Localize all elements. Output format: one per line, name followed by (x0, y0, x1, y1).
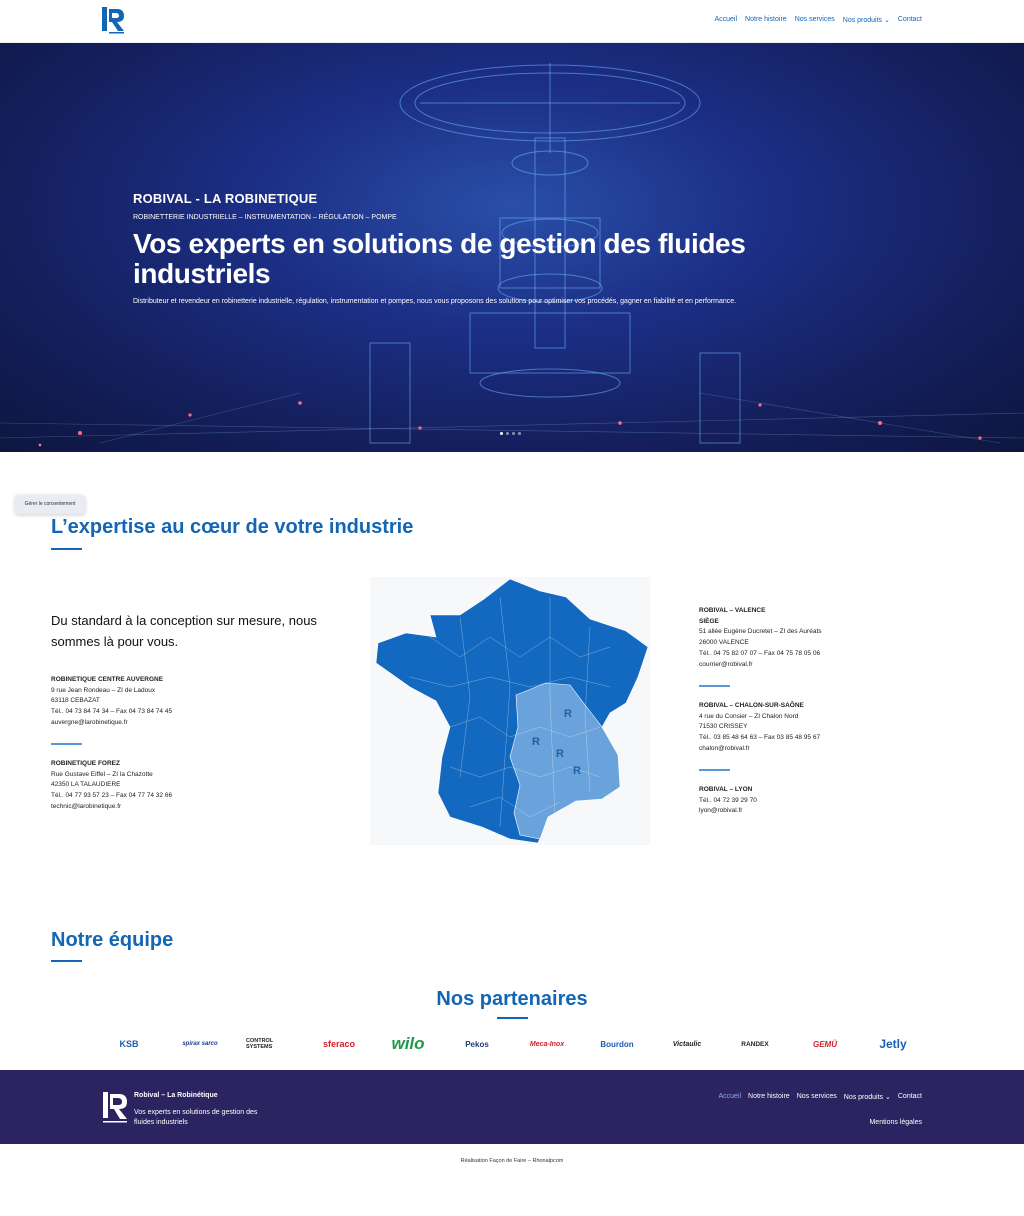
hero-slider (0, 43, 1024, 452)
agency-separator (699, 769, 730, 771)
hero-title-rest: en solutions de gestion des fluides industriels (133, 228, 746, 289)
site-footer (0, 1070, 1024, 1144)
partners-title-bold: Nos (436, 988, 475, 1010)
team-title-rest: équipe (103, 929, 174, 951)
slider-dot[interactable] (518, 432, 521, 435)
partner-logo-jetly[interactable]: Jetly (879, 1037, 907, 1051)
expertise-title (51, 516, 413, 539)
agency-name: ROBINETIQUE FOREZ (51, 760, 120, 767)
france-map (370, 577, 650, 845)
agency-line: Tél.. 04 77 93 57 23 – Fax 04 77 74 32 66 (51, 792, 173, 800)
agency-chalon (699, 701, 820, 755)
title-underline (497, 1017, 528, 1019)
partner-logo-sferaco[interactable]: sferaco (322, 1039, 356, 1049)
agency-centre-auvergne (51, 675, 172, 729)
nav-nos-produits[interactable]: Nos produits ⌄ (842, 17, 890, 24)
agency-line: 4 rue du Consier – ZI Chalon Nord (699, 712, 799, 720)
hero-title (133, 229, 853, 289)
partner-logo-pekos[interactable]: Pekos (465, 1039, 489, 1049)
slider-dot[interactable] (512, 432, 515, 435)
team-title-bold: Notre (51, 929, 104, 951)
agency-email[interactable]: chalon@robival.fr (699, 744, 750, 752)
map-marker-icon: R (532, 736, 540, 748)
agency-line: 63118 CEBAZAT (51, 697, 100, 705)
expertise-lead: Du standard à la conception sur mesure, nous sommes là pour vous. (51, 613, 317, 649)
agency-email[interactable]: lyon@robival.fr (699, 807, 743, 815)
slider-dots (500, 432, 521, 435)
agency-separator (51, 743, 82, 745)
agency-separator (699, 685, 730, 687)
title-underline (51, 548, 82, 550)
nav-contact[interactable]: Contact (897, 16, 922, 23)
partner-logo-spirax-sarco[interactable]: spirax sarco (182, 1041, 218, 1047)
footer-legal-link[interactable]: Mentions légales (869, 1119, 922, 1126)
agency-name: ROBINETIQUE CENTRE AUVERGNE (51, 676, 164, 683)
agency-valence (699, 606, 822, 670)
agency-line: 42350 LA TALAUDIERE (51, 781, 121, 789)
main-nav (714, 16, 922, 24)
hero-description: Distributeur et revendeur en robinetterie industrielle, régulation, instrumentation et pompes, nous vous proposons des solutions pour optimiser vos procédés, gagner en fiabilité et en performance. (133, 298, 737, 305)
footer-nav-accueil[interactable]: Accueil (718, 1093, 742, 1100)
partners-title-rest: partenaires (474, 988, 588, 1010)
agency-line: Tél.. 04 75 82 07 07 – Fax 04 75 78 05 06 (699, 649, 821, 657)
partner-logo-ksb[interactable]: KSB (119, 1039, 139, 1049)
map-marker-icon: R (564, 708, 572, 720)
partner-logo-randex[interactable]: RANDEX (741, 1040, 769, 1048)
robival-logo[interactable] (102, 7, 126, 35)
footer-title: Robival – La Robinétique (134, 1092, 218, 1099)
agency-email[interactable]: courrier@robival.fr (699, 660, 753, 668)
agency-subname: SIÈGE (699, 617, 719, 625)
agency-email[interactable]: auvergne@larobinetique.fr (51, 718, 128, 726)
site-header (0, 0, 1024, 43)
agency-line: Tél.. 04 72 39 29 70 (699, 796, 757, 804)
agency-name: ROBIVAL – CHALON-SUR-SAÔNE (699, 702, 804, 709)
agency-line: Tél.. 04 73 84 74 34 – Fax 04 73 84 74 45 (51, 708, 173, 716)
agency-lyon (699, 785, 757, 817)
map-marker-icon: R (556, 748, 564, 760)
partner-logo-gemu[interactable]: GEMÜ (813, 1039, 837, 1049)
nav-accueil[interactable]: Accueil (714, 16, 738, 23)
footer-nav-nos-produits[interactable]: Nos produits ⌄ (843, 1094, 891, 1101)
title-underline (51, 960, 82, 962)
robival-logo-white[interactable] (103, 1092, 129, 1124)
partner-logo-control-systems[interactable]: CONTROL SYSTEMS (246, 1038, 274, 1050)
partner-logo-bourdon[interactable]: Bourdon (600, 1039, 634, 1049)
consent-button[interactable]: Gérer le consentement (15, 495, 85, 514)
slider-dot[interactable] (500, 432, 503, 435)
agency-line: Rue Gustave Eiffel – ZI la Chazotte (51, 770, 153, 778)
footer-nav (718, 1093, 922, 1101)
partner-logo-wilo[interactable]: wilo (391, 1034, 425, 1053)
expertise-title-rest: au cœur de votre industrie (155, 516, 414, 538)
partner-logo-meca-inox[interactable]: Meca-Inox (529, 1040, 565, 1048)
footer-credits[interactable]: Réalisation Façon de Faire – Rhonalpcom (460, 1158, 564, 1164)
agency-name: ROBIVAL – VALENCE (699, 607, 766, 614)
slider-dot[interactable] (506, 432, 509, 435)
footer-nav-nos-services[interactable]: Nos services (796, 1093, 837, 1100)
team-title (51, 929, 173, 952)
partner-logo-victaulic[interactable]: Victaulic (672, 1040, 702, 1048)
footer-tagline: Vos experts en solutions de gestion des fluides industriels (134, 1109, 258, 1126)
nav-nos-services[interactable]: Nos services (794, 16, 835, 23)
hero-subtitle: ROBINETTERIE INDUSTRIELLE – INSTRUMENTATION – RÉGULATION – POMPE (133, 214, 397, 221)
expertise-title-bold: L’expertise (51, 516, 156, 538)
agency-line: Tél.. 03 85 48 64 63 – Fax 03 85 48 95 67 (699, 734, 821, 742)
footer-nav-contact[interactable]: Contact (897, 1093, 922, 1100)
footer-nav-notre-histoire[interactable]: Notre histoire (748, 1093, 790, 1100)
hero-title-bold: Vos experts (133, 228, 286, 259)
agency-line: 9 rue Jean Rondeau – ZI de Ladoux (51, 686, 156, 694)
agency-line: 26000 VALENCE (699, 639, 749, 647)
agency-line: 71530 CRISSEY (699, 723, 748, 731)
nav-notre-histoire[interactable]: Notre histoire (745, 16, 787, 23)
hero-overline: ROBIVAL - LA ROBINETIQUE (133, 191, 318, 206)
agency-email[interactable]: technic@larobinetique.fr (51, 802, 122, 810)
partners-title (0, 988, 1024, 1011)
agency-line: 51 allée Eugène Ducretet – ZI des Auréats (699, 628, 822, 636)
agency-name: ROBIVAL – LYON (699, 786, 753, 793)
map-marker-icon: R (573, 765, 581, 777)
agency-forez (51, 759, 172, 813)
